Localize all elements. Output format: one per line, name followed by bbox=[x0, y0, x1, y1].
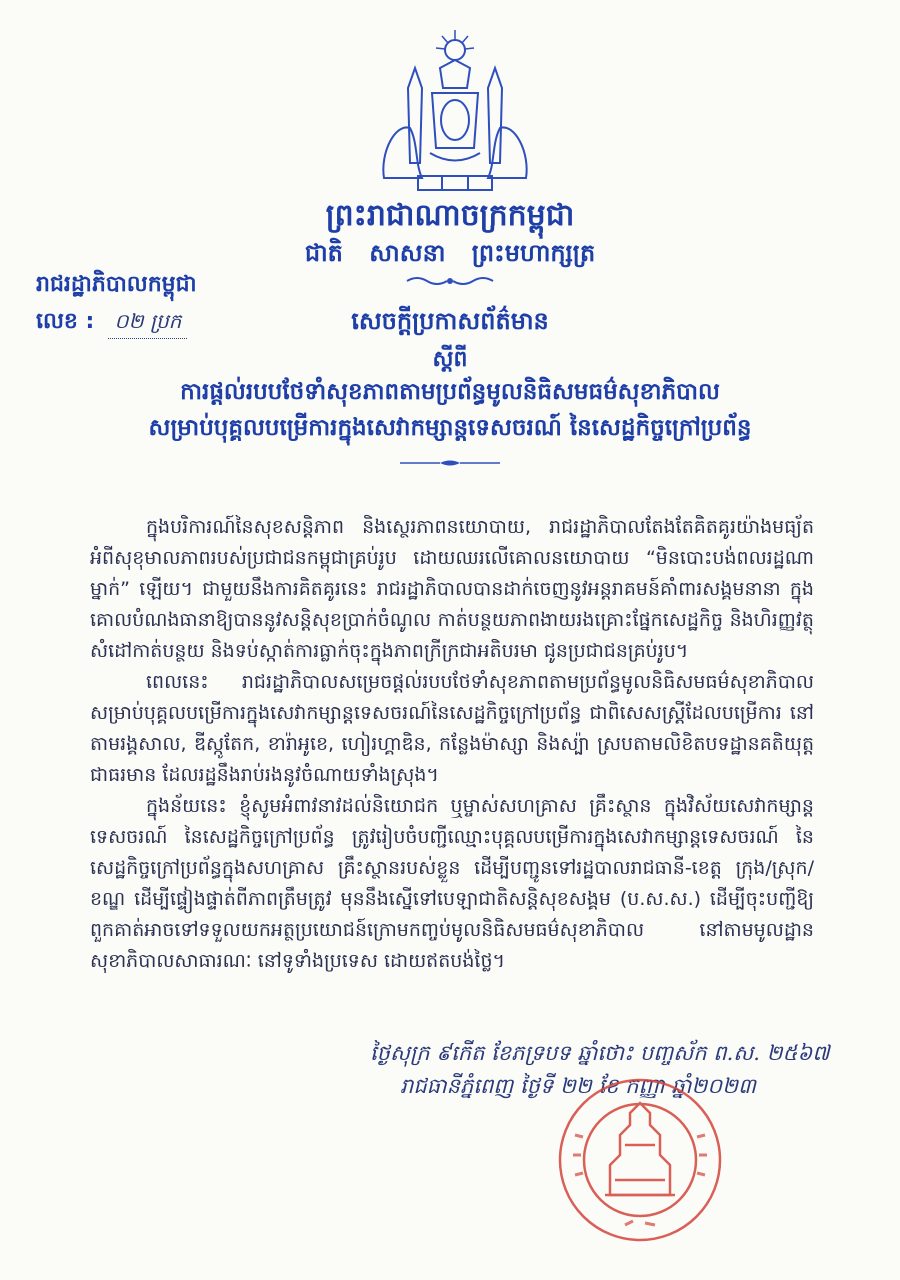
paragraph-2: ពេលនេះ រាជរដ្ឋាភិបាលសម្រេចផ្តល់របបថែទាំសុខភាពតាមប្រព័ន្ធមូលនិធិសមធម៌សុខាភិបាល សម្រាប់បុគ្គលបម្រើការក្នុងសេវាកម្សាន្តទេសចរណ៍នៃសេដ្ឋកិច្ចក្រៅប្រព័ន្ធ ជាពិសេសស្ត្រីដែលបម្រើការ នៅតាមរង្គសាល, ឌីស្កូតែក, ខារ៉ាអូខេ, ហៀរហ្គាឌិន, កន្លែងម៉ាស្សា និងស្ប៉ា ស្របតាមលិខិតបទដ្ឋានគតិយុត្តជាធរមាន ដែលរដ្ឋនឹងរាប់រងនូវចំណាយទាំងស្រុង។ bbox=[90, 671, 814, 786]
document-title: សេចក្តីប្រកាសព័ត៌មាន bbox=[351, 307, 549, 335]
subject-line-2: សម្រាប់បុគ្គលបម្រើការក្នុងសេវាកម្សាន្តទេសចរណ៍ នៃសេដ្ឋកិច្ចក្រៅប្រព័ន្ធ bbox=[148, 415, 752, 441]
place-date: រាជធានីភ្នំពេញ ថ្ងៃទី ២២ ខែ កញ្ញា ឆ្នាំ២០២៣ bbox=[400, 1074, 756, 1098]
reference-label: លេខ : bbox=[36, 309, 95, 334]
subject-line-1: ការផ្តល់របបថែទាំសុខភាពតាមប្រព័ន្ធមូលនិធិសមធម៌សុខាភិបាល bbox=[180, 379, 720, 405]
government-name: រាជរដ្ឋាភិបាលកម្ពុជា bbox=[36, 272, 197, 297]
national-motto: ជាតិ សាសនា ព្រះមហាក្សត្រ bbox=[304, 239, 596, 267]
paragraph-3: ក្នុងន័យនេះ ខ្ញុំសូមអំពាវនាវដល់និយោជក ឬម្ចាស់សហគ្រាស គ្រឹះស្ថាន ក្នុងវិស័យសេវាកម្សាន្តទេសចរណ៍ នៃសេដ្ឋកិច្ចក្រៅប្រព័ន្ធ ត្រូវរៀបចំបញ្ជីឈ្មោះបុគ្គលបម្រើការក្នុងសេវាកម្សាន្តទេសចរណ៍ នៃសេដ្ឋកិច្ចក្រៅប្រព័ន្ធក្នុងសហគ្រាស គ្រឹះស្ថានរបស់ខ្លួន ដើម្បីបញ្ជូនទៅរដ្ឋបាលរាជធានី-ខេត្ត ក្រុង/ស្រុក/ខណ្ឌ ដើម្បីផ្ទៀងផ្ទាត់ពីភាពត្រឹមត្រូវ មុននឹងស្នើទៅបេឡាជាតិសន្តិសុខសង្គម (ប.ស.ស.) ដើម្បីចុះបញ្ជីឱ្យពួកគាត់អាចទៅទទួលយកអត្ថប្រយោជន៍ក្រោមកញ្ចប់មូលនិធិសមធម៌សុខាភិបាល នៅតាមមូលដ្ឋានសុខាភិបាលសាធារណៈ នៅទូទាំងប្រទេស ដោយឥតបង់ថ្លៃ។ bbox=[90, 795, 814, 972]
kingdom-title: ព្រះរាជាណាចក្រកម្ពុជា bbox=[325, 198, 575, 233]
paragraph-1: ក្នុងបរិការណ៍នៃសុខសន្តិភាព និងស្ថេរភាពនយោបាយ, រាជរដ្ឋាភិបាលតែងតែគិតគូរយ៉ាងមធ្យ័តអំពីសុខុមាលភាពរបស់ប្រជាជនកម្ពុជាគ្រប់រូប ដោយឈរលើគោលនយោបាយ “មិនបោះបង់ពលរដ្ឋណាម្នាក់” ឡើយ។ ជាមួយនឹងការគិតគូរនេះ រាជរដ្ឋាភិបាលបានដាក់ចេញនូវអន្តរាគមន៍គាំពារសង្គមនានា ក្នុងគោលបំណងធានាឱ្យបាននូវសន្តិសុខប្រាក់ចំណូល កាត់បន្ថយភាពងាយរងគ្រោះផ្នែកសេដ្ឋកិច្ច និងហិរញ្ញវត្ថុ សំដៅកាត់បន្ថយ និងទប់ស្កាត់ការធ្លាក់ចុះក្នុងភាពក្រីក្រជាអតិបរមា ជូនប្រជាជនគ្រប់រូប។ bbox=[90, 516, 814, 662]
lunar-date: ថ្ងៃសុក្រ ៩កើត ខែភទ្របទ ឆ្នាំថោះ បញ្ចស័ក ព.ស. ២៥៦៧ bbox=[370, 1041, 830, 1065]
body-text bbox=[90, 512, 814, 977]
divider-line-icon bbox=[400, 458, 500, 468]
official-seal-icon bbox=[555, 1075, 725, 1245]
about-label: ស្តីពី bbox=[432, 347, 468, 372]
ornament-divider-icon bbox=[405, 275, 495, 287]
royal-emblem-icon bbox=[370, 28, 540, 198]
reference-value: ០២ ប្រក bbox=[108, 308, 187, 339]
